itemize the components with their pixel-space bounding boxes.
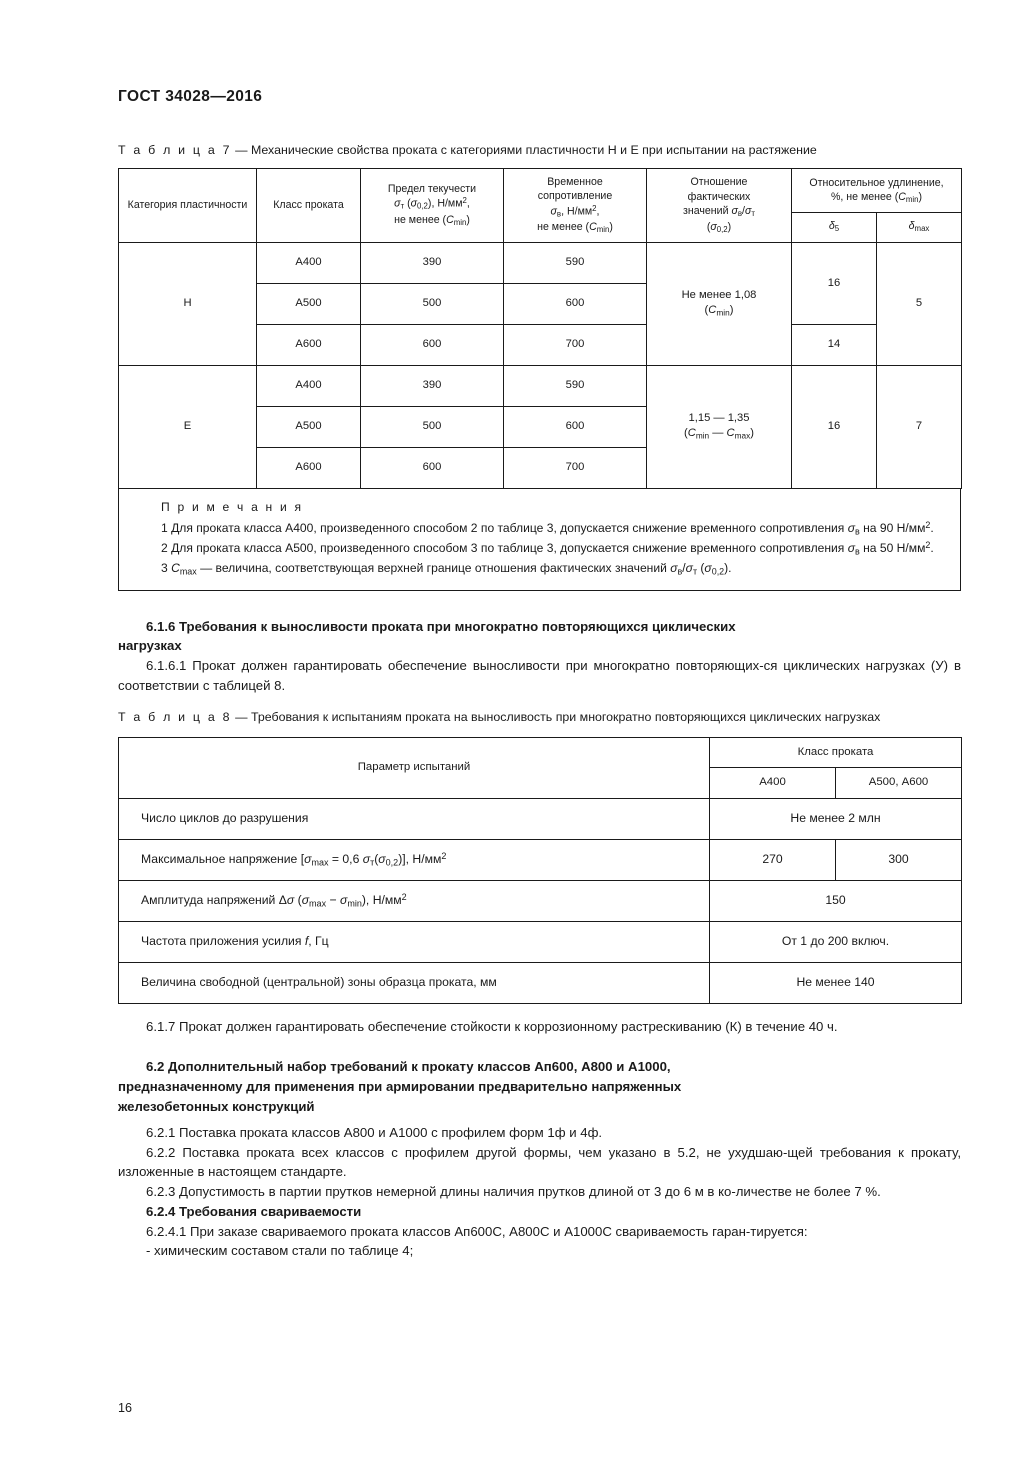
section-6-2-heading-line1: 6.2 Дополнительный набор требований к прокату классов Ап600, А800 и А1000, (146, 1059, 671, 1075)
table8-cell-param: Число циклов до разрушения (119, 798, 710, 839)
table7-note-1: 1 Для проката класса А400, произведенного способом 2 по таблице 3, допускается снижение временного сопротивления $\sigma_в$ на 90 $Н/мм^2$. (161, 519, 934, 537)
table7-cell-tensile: 600 (504, 406, 647, 447)
table7 (118, 168, 962, 489)
spacer (118, 696, 961, 709)
section-6-2-2-paragraph: 6.2.2 Поставка проката всех классов с профилем другой формы, чем указано в 5.2, не ухудшаю-щей требования к прокату, изложенные в настоящем стандарте. (118, 1144, 961, 1180)
table7-th-tensile-formula: $\sigma_в$, $Н/мм^2$, (550, 203, 600, 219)
table7-cell-tensile: 590 (504, 242, 647, 283)
table7-th-deltamax: $\delta_{max}$ (877, 213, 962, 243)
table8-cell-value: Не менее 140 (710, 962, 962, 1003)
table7-note-2: 2 Для проката класса А500, произведенного способом 3 по таблице 3, допускается снижение временного сопротивления $\sigma_в$ на 50 $Н/мм^2$. (161, 539, 934, 557)
section-6-1-7-paragraph: 6.1.7 Прокат должен гарантировать обеспечение стойкости к коррозионному растрескиванию (К) в течение 40 ч. (146, 1018, 838, 1034)
table7-th-elongation: Относительное удлинение, %, не менее $(C_{min})$ (792, 168, 962, 212)
table7-cell-class: А400 (257, 365, 361, 406)
table7-caption-text: — Механические свойства проката с категориями пластичности Н и Е при испытании на растяжение (235, 143, 817, 157)
table7-th-yield-formula: $\sigma_т$ $(\sigma_{0,2})$, $Н/мм^2$, (394, 196, 470, 212)
table7-cell-elong5-h1: 16 (792, 242, 877, 324)
section-6-2-3-paragraph: 6.2.3 Допустимость в партии прутков немерной длины наличия прутков длиной от 3 до 6 м в ко-личестве не более 7 %. (146, 1184, 881, 1200)
table7-cell-yield: 600 (361, 324, 504, 365)
table7-th-yield: Предел текучести $\sigma_т$ $(\sigma_{0,2})$, $Н/мм^2$, не менее $(C_{min})$ (361, 168, 504, 242)
table7-caption (118, 142, 961, 160)
section-6-2-4-1-item-dash: - химическим составом стали по таблице 4; (146, 1243, 414, 1259)
section-6-1-6-heading-line2: нагрузках (118, 638, 182, 654)
section-6-2-4-heading: 6.2.4 Требования свариваемости (146, 1203, 362, 1219)
table7-cell-tensile: 600 (504, 283, 647, 324)
table8-cell-value-a500-a600: 300 (836, 839, 962, 880)
table8-cell-value: 150 (710, 880, 962, 921)
section-6-1-6-1-paragraph: 6.1.6.1 Прокат должен гарантировать обеспечение выносливости при многократно повторяющих-ся циклических нагрузках (У) в соответствии с таблицей 8. (118, 658, 961, 693)
table8-cell-param: Максимальное напряжение [$\sigma_{max} = 0,6$ $\sigma_т(\sigma_{0,2})$], $Н/мм^2$ (119, 839, 710, 880)
table8-th-a500-a600: А500, А600 (836, 768, 962, 798)
table-row (119, 962, 962, 1003)
table7-th-delta5: $\delta_5$ (792, 213, 877, 243)
table7-cell-class: А500 (257, 406, 361, 447)
table7-th-yield-cmin: не менее $(C_{min})$ (394, 213, 470, 227)
table7-th-ratio-l2: значений $\sigma_в/\sigma_т$ (683, 204, 755, 219)
table7-cell-yield: 390 (361, 242, 504, 283)
table7-cell-elong5-e: 16 (792, 365, 877, 488)
spacer (118, 1036, 961, 1049)
section-6-2-1-paragraph: 6.2.1 Поставка проката классов А800 и А1000 с профилем форм 1ф и 4ф. (146, 1124, 603, 1140)
table-row (119, 921, 962, 962)
table7-cell-ratio-h: Не менее 1,08 $(C_{min})$ (647, 242, 792, 365)
table7-cell-ratio-e-range: ($C_{min}$ — $C_{max}$) (683, 426, 754, 441)
table7-notes-title: П р и м е ч а н и я (161, 499, 304, 514)
table7-cell-class: А600 (257, 324, 361, 365)
table-row (119, 880, 962, 921)
table8-caption (118, 709, 961, 727)
table8-cell-param: Частота приложения усилия f, Гц (119, 921, 710, 962)
table8-cell-value: От 1 до 200 включ. (710, 921, 962, 962)
table7-th-class: Класс проката (257, 168, 361, 242)
table8-wrapper (118, 737, 961, 1004)
table8 (118, 737, 962, 1004)
table7-cell-class: А600 (257, 447, 361, 488)
page-number: 16 (118, 1401, 133, 1415)
table7-notes (118, 489, 961, 591)
table7-cell-category-h: Н (119, 242, 257, 365)
table8-caption-text: — Требования к испытаниям проката на выносливость при многократно повторяющихся циклических нагрузках (235, 709, 881, 724)
document-standard-header: ГОСТ 34028—2016 (118, 88, 263, 105)
table7-cell-yield: 500 (361, 406, 504, 447)
table7-th-tensile-l1: Временное сопротивление (537, 175, 613, 203)
table8-cell-param: Амплитуда напряжений Δσ $(\sigma_{max} - \sigma_{min})$, $Н/мм^2$ (119, 880, 710, 921)
table8-header-row (119, 737, 962, 767)
table7-cell-elong5-h2: 14 (792, 324, 877, 365)
table8-th-class: Класс проката (710, 737, 962, 767)
table8-cell-param: Величина свободной (центральной) зоны образца проката, мм (119, 962, 710, 1003)
table8-caption-label: Т а б л и ц а 8 (118, 709, 232, 724)
table7-th-ratio-l1: Отношение фактических (687, 176, 751, 203)
table7-cell-ratio-h-cmin: $(C_{min})$ (704, 303, 734, 318)
table7-cell-ratio-e: 1,15 — 1,35 ($C_{min}$ — $C_{max}$) (647, 365, 792, 488)
table-row (119, 365, 962, 406)
table7-cell-tensile: 590 (504, 365, 647, 406)
table-row (119, 798, 962, 839)
section-6-2-4-1-paragraph: 6.2.4.1 При заказе свариваемого проката классов Ап600С, А800С и А1000С свариваемость гаран-тируется: (146, 1223, 808, 1239)
section-6-2-heading-line3: железобетонных конструкций (118, 1098, 315, 1114)
table7-cell-category-e: Е (119, 365, 257, 488)
spacer (118, 1004, 961, 1017)
table7-cell-elongmax-e: 7 (877, 365, 962, 488)
table7-cell-tensile: 700 (504, 447, 647, 488)
table8-cell-value: Не менее 2 млн (710, 798, 962, 839)
table7-th-category: Категория пластичности (119, 168, 257, 242)
table7-th-tensile-cmin: не менее $(C_{min})$ (537, 220, 613, 235)
table8-th-a400: А400 (710, 768, 836, 798)
table7-th-ratio-l3: $(\sigma_{0,2})$ (706, 220, 732, 234)
section-6-1-6-heading-line1: 6.1.6 Требования к выносливости проката при многократно повторяющихся циклических (146, 618, 736, 634)
table7-note-3: 3 $C_{max}$ — величина, соответствующая верхней границе отношения фактических значений $\sigma_в/\sigma_т$ $(\sigma_{0,2})$. (161, 560, 732, 577)
table8-cell-value-a400: 270 (710, 839, 836, 880)
table7-caption-label: Т а б л и ц а 7 (118, 143, 232, 157)
table7-th-ratio (647, 168, 792, 242)
table-row (119, 242, 962, 283)
table7-th-elong-cmin: %, не менее $(C_{min})$ (830, 190, 923, 204)
table7-cell-class: А400 (257, 242, 361, 283)
table7-header-row (119, 168, 962, 212)
table7-cell-tensile: 700 (504, 324, 647, 365)
table7-cell-elongmax-h: 5 (877, 242, 962, 365)
table7-cell-yield: 390 (361, 365, 504, 406)
table7-cell-yield: 500 (361, 283, 504, 324)
table8-th-param: Параметр испытаний (119, 737, 710, 798)
section-6-2-heading-line2: предназначенному для применения при армировании предварительно напряженных (118, 1079, 682, 1095)
table7-th-tensile (504, 168, 647, 242)
table7-cell-class: А500 (257, 283, 361, 324)
table7-cell-yield: 600 (361, 447, 504, 488)
table-row (119, 839, 962, 880)
